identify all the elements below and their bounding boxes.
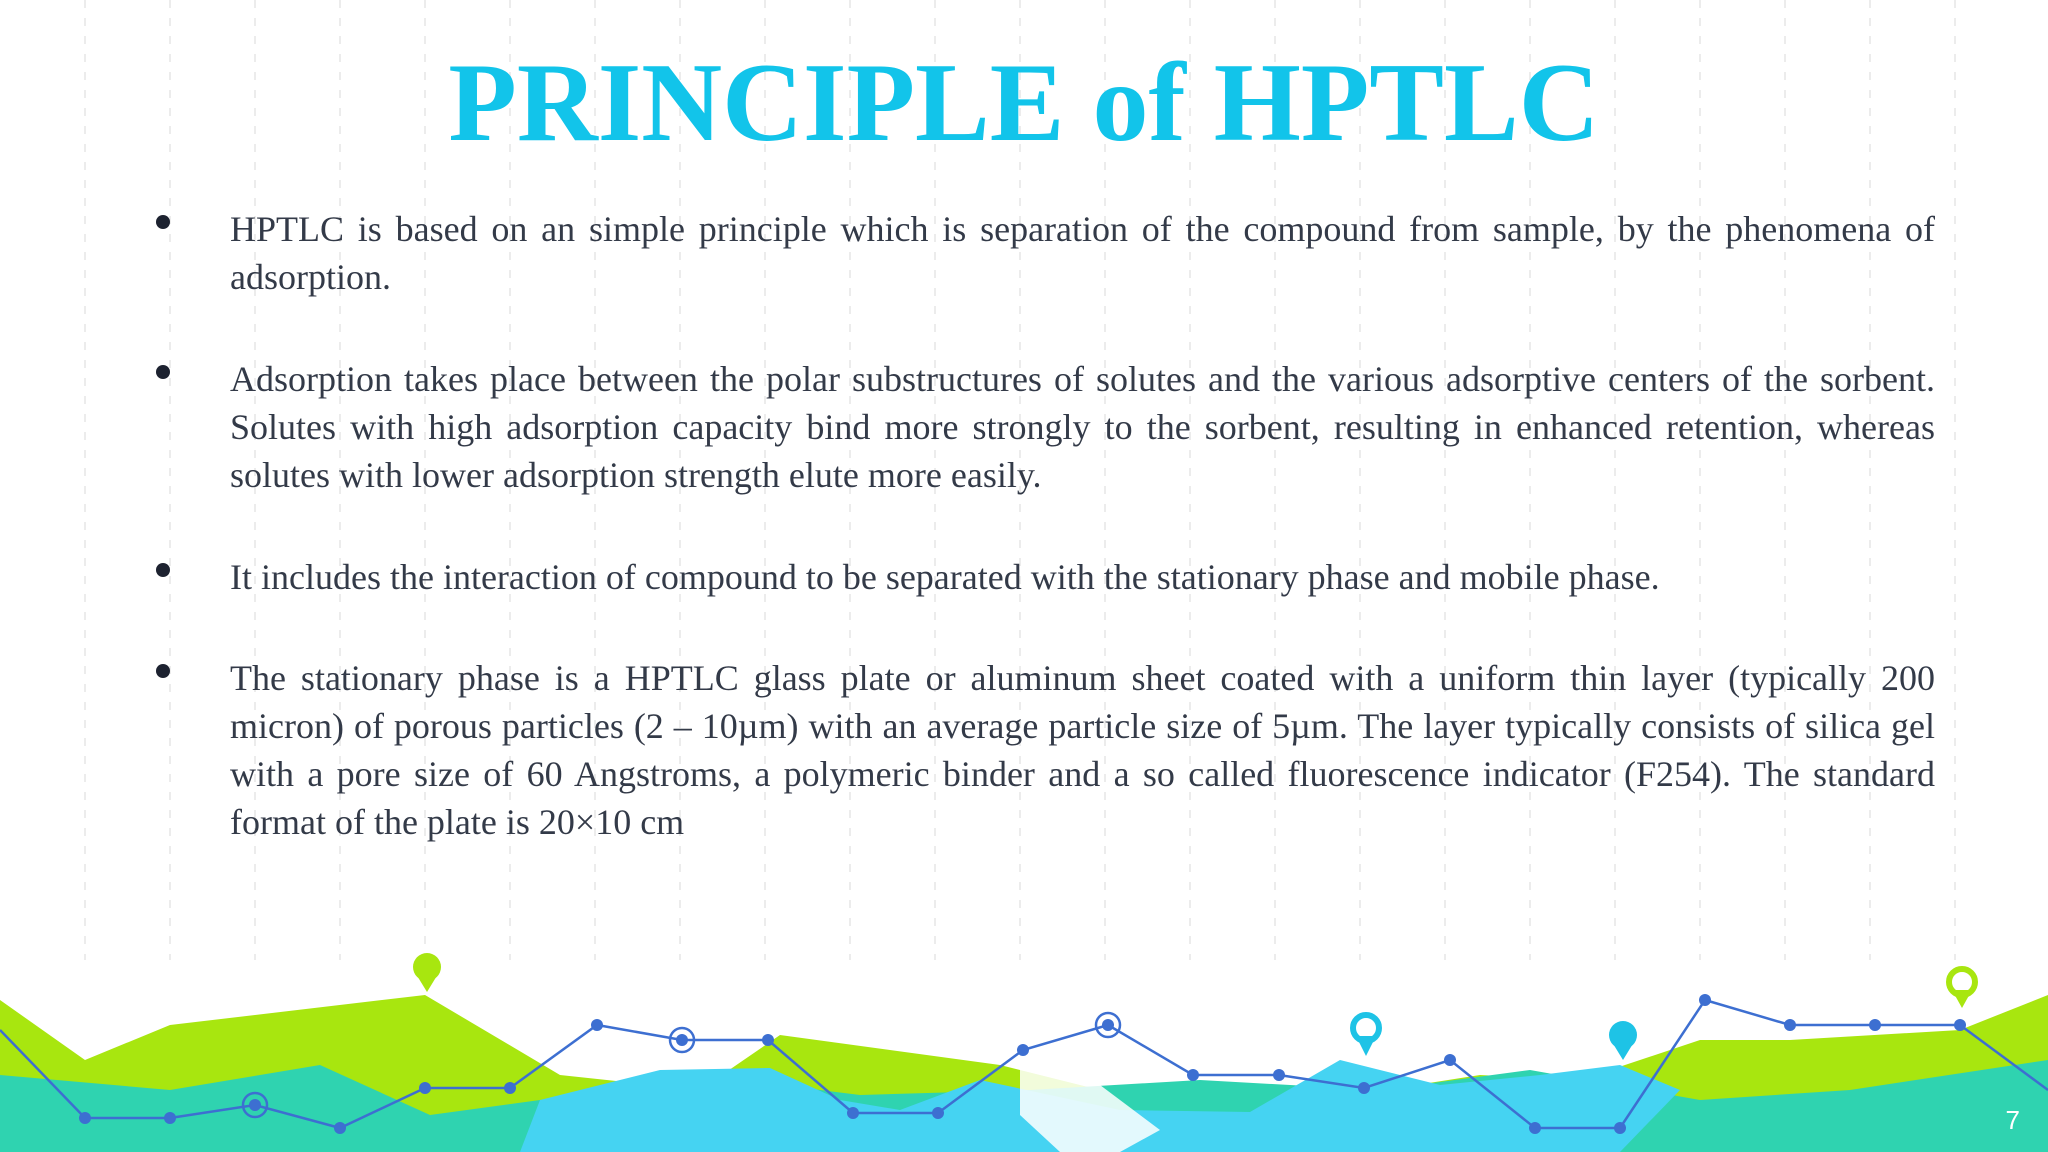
map-pin-icon [413, 940, 441, 992]
map-pin-icon [1609, 1021, 1637, 1060]
bullet-item [140, 654, 1935, 846]
bullet-item [140, 205, 1935, 301]
map-pin-icon [1949, 969, 1975, 1008]
bullet-text: The stationary phase is a HPTLC glass plate or aluminum sheet coated with a uniform thin layer (typically 200 micron) of porous particles (2 – 10µm) with an average particle size of 5µm. The layer typically consists of silica gel with a pore size of 60 Angstroms, a polymeric binder and a so called fluorescence indicator (F254). The standard format of the plate is 20×10 cm [230, 658, 1935, 842]
slide-title: PRINCIPLE of HPTLC [448, 41, 1600, 165]
bullet-item [140, 355, 1935, 499]
bullet-item [140, 553, 1935, 601]
bullet-text: It includes the interaction of compound to be separated with the stationary phase and mobile phase. [230, 557, 1660, 597]
bullet-dot-icon [156, 664, 170, 678]
bullet-text: Adsorption takes place between the polar substructures of solutes and the various adsorptive centers of the sorbent. Solutes with high adsorption capacity bind more strongly to the sorbent, resulting in enhanced retention, whereas solutes with lower adsorption strength elute more easily. [230, 359, 1935, 495]
decorative-landscape [0, 940, 2048, 1152]
bullet-dot-icon [156, 365, 170, 379]
map-pin-icon [1353, 1015, 1379, 1056]
bullet-list [140, 205, 1935, 900]
bullet-dot-icon [156, 563, 170, 577]
bullet-text: HPTLC is based on an simple principle which is separation of the compound from sample, by the phenomena of adsorption. [230, 209, 1935, 297]
bullet-dot-icon [156, 215, 170, 229]
page-number: 7 [2005, 1105, 2020, 1135]
